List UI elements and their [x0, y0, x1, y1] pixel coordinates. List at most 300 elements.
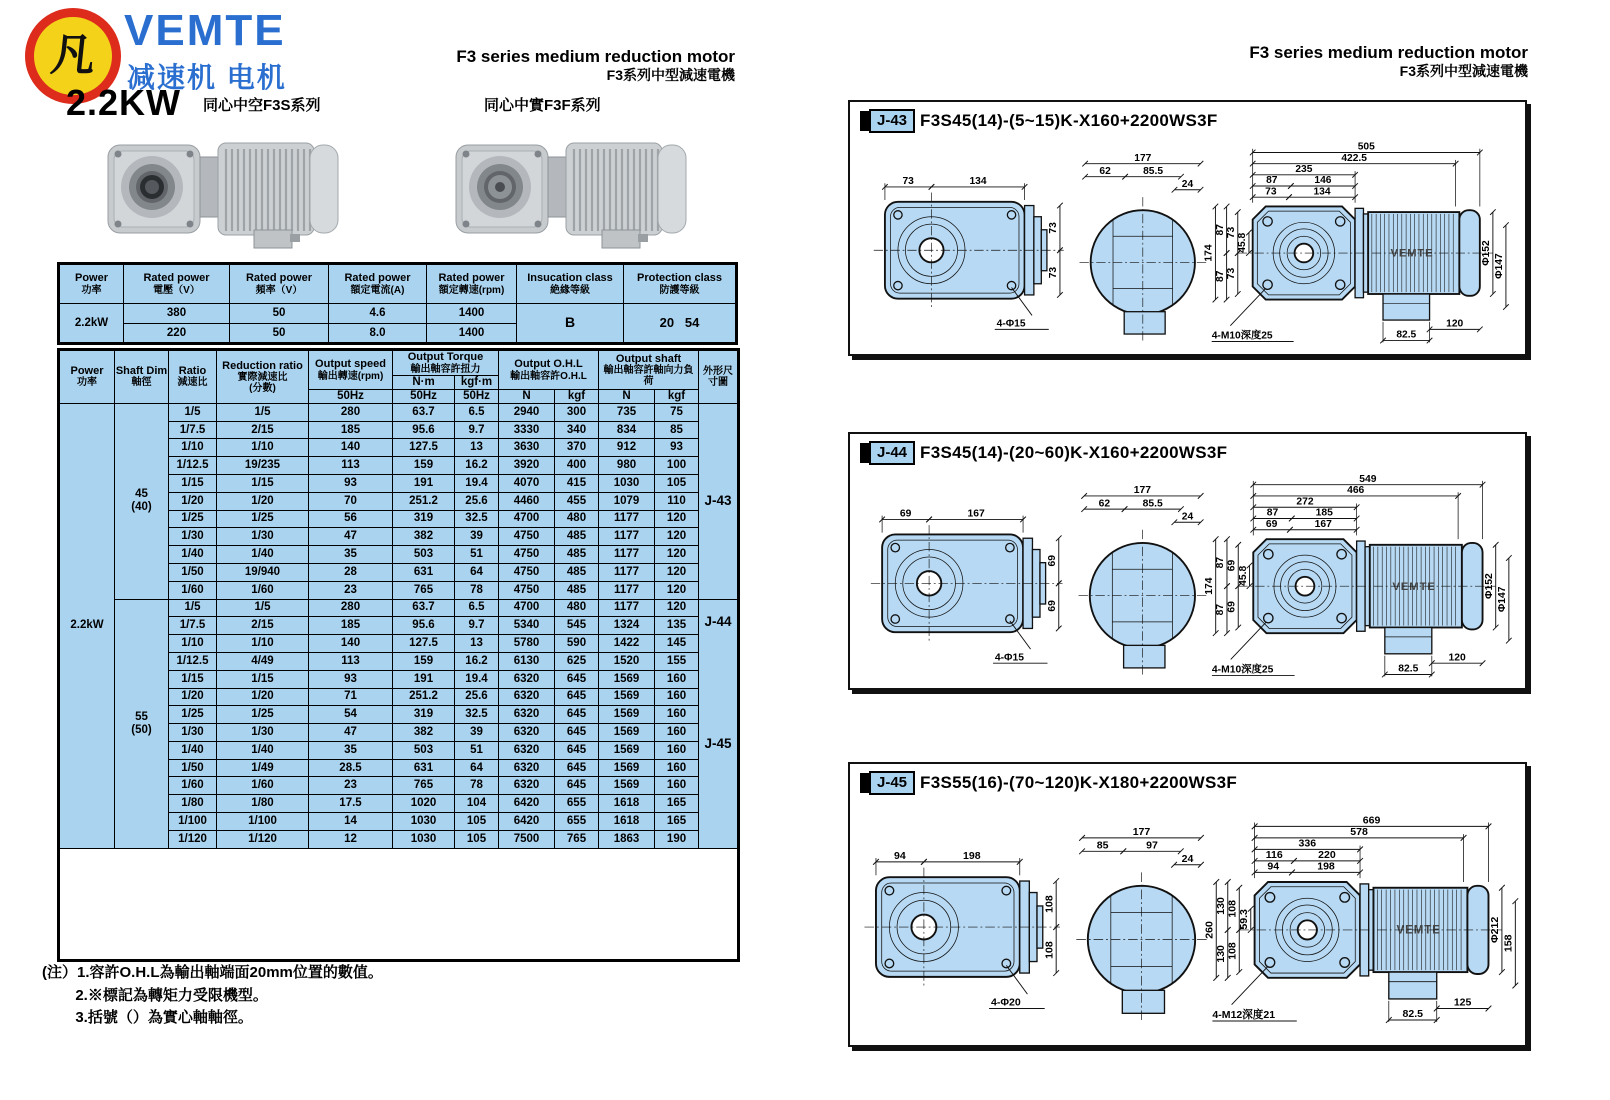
spec-cell: 4/49	[217, 652, 309, 670]
spec-cell: 1/12.5	[169, 457, 217, 475]
spec-cell: 1/20	[169, 688, 217, 706]
dimension-label: 45.8	[1237, 565, 1249, 586]
thread-spec-label: 4-M10深度25	[1211, 330, 1273, 342]
drawing-ref-cell	[699, 403, 739, 599]
motor-photo-graphic	[104, 135, 354, 250]
dimension-label: 87	[1266, 175, 1278, 187]
spec-cell: 1/5	[217, 403, 309, 421]
spec-cell: 160	[655, 670, 699, 688]
dimension-label: 73	[1048, 222, 1060, 234]
drawing-title-bar	[860, 771, 1237, 795]
spec-cell: 85	[655, 421, 699, 439]
dimension-label: 578	[1350, 826, 1368, 839]
spec-cell: 251.2	[393, 492, 455, 510]
spec-cell: 400	[555, 457, 599, 475]
spec-cell: 1520	[599, 652, 655, 670]
spec-cell: 1/30	[217, 724, 309, 742]
dimension-label: 116	[1265, 849, 1283, 862]
spec-cell: 165	[655, 795, 699, 813]
spec-cell: 159	[393, 457, 455, 475]
power-table-cell: 220	[124, 324, 230, 344]
dimension-label: 85.5	[1143, 165, 1164, 177]
spec-cell: 1177	[599, 546, 655, 564]
spec-cell: 120	[655, 510, 699, 528]
dimension-label: 45.8	[1237, 232, 1249, 253]
spec-cell: 140	[309, 635, 393, 653]
spec-cell: 912	[599, 439, 655, 457]
spec-cell: 13	[455, 635, 499, 653]
dimension-drawing-J-44	[848, 432, 1527, 690]
power-table-header: Rated power 額定轉速(rpm)	[427, 264, 517, 304]
spec-cell: 645	[555, 688, 599, 706]
spec-cell: 645	[555, 777, 599, 795]
spec-cell: 113	[309, 652, 393, 670]
spec-cell: 160	[655, 724, 699, 742]
spec-cell: 645	[555, 741, 599, 759]
spec-cell: 1/40	[217, 546, 309, 564]
spec-cell: 1030	[393, 813, 455, 831]
thread-spec-label: 4-M10深度25	[1211, 664, 1274, 676]
dimension-label: 73	[1226, 226, 1238, 239]
spec-cell: 1030	[393, 830, 455, 848]
spec-cell: 159	[393, 652, 455, 670]
spec-cell: 765	[555, 830, 599, 848]
spec-cell: 1/10	[169, 635, 217, 653]
power-table-cell: 50	[230, 304, 329, 324]
spec-cell: 1/100	[169, 813, 217, 831]
spec-cell: 1/50	[169, 563, 217, 581]
spec-cell: 9.7	[455, 617, 499, 635]
unit-kgf: kgf	[555, 389, 599, 403]
spec-cell: 113	[309, 457, 393, 475]
spec-cell: 104	[455, 795, 499, 813]
motor-watermark: VEMTE	[1390, 247, 1434, 260]
spec-cell: 834	[599, 421, 655, 439]
spec-cell: 1/40	[217, 741, 309, 759]
dimension-label: 69	[1265, 518, 1278, 530]
spec-cell: 5340	[499, 617, 555, 635]
hole-spec-label: 4-Φ15	[994, 652, 1025, 664]
dimension-label: 185	[1315, 507, 1333, 519]
dimension-label: 235	[1295, 164, 1313, 176]
spec-header-torque: Output Torque 輸出軸容許扭力	[393, 350, 499, 376]
spec-cell: 765	[393, 777, 455, 795]
title-square-icon	[860, 773, 869, 793]
spec-cell: 14	[309, 813, 393, 831]
spec-cell: 140	[309, 439, 393, 457]
spec-cell: 590	[555, 635, 599, 653]
spec-cell: 631	[393, 759, 455, 777]
dimension-label: 167	[1314, 518, 1332, 530]
dimension-label: 505	[1357, 141, 1375, 153]
unit-hz: 50Hz	[309, 389, 393, 403]
dimension-label: 94	[1267, 860, 1280, 873]
spec-cell: 3330	[499, 421, 555, 439]
spec-cell: 1422	[599, 635, 655, 653]
spec-cell: 105	[455, 830, 499, 848]
spec-cell: 64	[455, 563, 499, 581]
spec-cell: 51	[455, 546, 499, 564]
dimension-drawing-graphic	[852, 794, 1523, 1039]
drawing-ref-badge: J-43	[869, 109, 915, 133]
spec-cell: 78	[455, 581, 499, 599]
spec-cell: 120	[655, 599, 699, 617]
dimension-label: 108	[1226, 900, 1239, 918]
unit-n: N	[499, 389, 555, 403]
power-table-header: Rated power 額定電流(A)	[329, 264, 427, 304]
spec-cell: 1/20	[217, 492, 309, 510]
spec-cell: 2/15	[217, 421, 309, 439]
spec-cell: 9.7	[455, 421, 499, 439]
spec-cell: 1569	[599, 706, 655, 724]
spec-cell: 4750	[499, 546, 555, 564]
insulation-class: B	[517, 304, 624, 344]
dimension-label: 134	[969, 176, 987, 188]
dimension-label: 87	[1214, 270, 1226, 283]
spec-header-speed: Output speed 輸出轉速(rpm)	[309, 350, 393, 390]
dimension-label: 24	[1181, 852, 1194, 865]
spec-cell: 1/7.5	[169, 421, 217, 439]
spec-cell: 160	[655, 777, 699, 795]
logo-glyph: 凡	[48, 31, 98, 80]
spec-cell: 3920	[499, 457, 555, 475]
spec-cell: 95.6	[393, 421, 455, 439]
dimension-label: 82.5	[1402, 1008, 1424, 1021]
spec-cell: 35	[309, 546, 393, 564]
spec-cell: 1177	[599, 510, 655, 528]
dimension-label: 69	[1047, 600, 1059, 612]
dimension-label: 69	[1226, 559, 1238, 572]
spec-cell: 4700	[499, 599, 555, 617]
spec-cell: 1/30	[217, 528, 309, 546]
spec-cell: 645	[555, 759, 599, 777]
spec-cell: 63.7	[393, 599, 455, 617]
spec-cell: 1/60	[217, 777, 309, 795]
spec-cell: 1020	[393, 795, 455, 813]
dimension-label: 62	[1099, 165, 1111, 177]
dimension-label: 82.5	[1398, 663, 1419, 675]
spec-cell: 4070	[499, 474, 555, 492]
drawing-ref-badge: J-45	[869, 771, 915, 795]
spec-cell: 47	[309, 528, 393, 546]
dimension-label: 130	[1214, 945, 1227, 963]
spec-cell: 503	[393, 546, 455, 564]
dimension-label: 220	[1318, 849, 1336, 862]
spec-cell: 95.6	[393, 617, 455, 635]
drawing-model-title: F3S55(16)-(70~120)K-X180+2200WS3F	[920, 773, 1238, 792]
dimension-label: 87	[1214, 224, 1226, 236]
spec-cell: 6320	[499, 741, 555, 759]
spec-cell: 1618	[599, 795, 655, 813]
dimension-drawing-graphic	[852, 464, 1523, 682]
dimension-label: 73	[902, 176, 914, 188]
dimension-label: Φ152	[1481, 240, 1493, 266]
spec-cell: 6320	[499, 706, 555, 724]
spec-cell: 13	[455, 439, 499, 457]
dimension-label: 177	[1132, 826, 1151, 839]
spec-cell: 1/120	[217, 830, 309, 848]
spec-cell: 155	[655, 652, 699, 670]
dimension-label: 549	[1359, 473, 1377, 485]
footnote-line: 3.括號（）為實心軸軸徑。	[42, 1009, 253, 1026]
spec-cell: 23	[309, 581, 393, 599]
footnote-line: 2.※標記為轉矩力受限機型。	[42, 986, 268, 1004]
power-table-header: Rated power 電壓（V）	[124, 264, 230, 304]
spec-cell: 1079	[599, 492, 655, 510]
protection-class: 20 54	[624, 304, 737, 344]
dimension-label: 466	[1347, 485, 1365, 497]
spec-cell: 1569	[599, 670, 655, 688]
series-label-solid: 同心中實F3F系列	[484, 97, 601, 114]
dimension-label: 108	[1226, 942, 1239, 960]
spec-cell: 185	[309, 421, 393, 439]
spec-cell: 7500	[499, 830, 555, 848]
spec-cell: 1/60	[169, 777, 217, 795]
spec-cell: 110	[655, 492, 699, 510]
spec-cell: 19.4	[455, 670, 499, 688]
power-table-cell: 4.6	[329, 304, 427, 324]
spec-cell: 1324	[599, 617, 655, 635]
dimension-label: 174	[1203, 244, 1215, 262]
spec-cell: 1/10	[217, 635, 309, 653]
spec-header-power: Power 功率	[59, 350, 115, 404]
spec-cell: 1/15	[169, 670, 217, 688]
spec-cell: 415	[555, 474, 599, 492]
spec-cell: 485	[555, 563, 599, 581]
spec-cell: 1030	[599, 474, 655, 492]
spec-cell: 120	[655, 528, 699, 546]
dimension-label: 108	[1043, 941, 1056, 959]
spec-cell: 19/940	[217, 563, 309, 581]
spec-cell: 1177	[599, 599, 655, 617]
spec-cell: 1/100	[217, 813, 309, 831]
page-header-center	[456, 46, 735, 85]
spec-cell: 6320	[499, 670, 555, 688]
spec-cell: 63.7	[393, 403, 455, 421]
power-table-header: Rated power 頻率（V）	[230, 264, 329, 304]
spec-cell: 127.5	[393, 635, 455, 653]
spec-cell: 17.5	[309, 795, 393, 813]
spec-cell: 6.5	[455, 403, 499, 421]
spec-cell: 280	[309, 403, 393, 421]
header-title-zh: F3系列中型減速電機	[606, 67, 735, 84]
spec-cell: 625	[555, 652, 599, 670]
spec-cell: 645	[555, 670, 599, 688]
spec-cell: 1/30	[169, 528, 217, 546]
page-header-right	[1249, 42, 1528, 81]
spec-cell: 6320	[499, 759, 555, 777]
spec-cell: 4700	[499, 510, 555, 528]
drawing-ref-badge: J-44	[869, 441, 915, 465]
spec-cell: 6320	[499, 688, 555, 706]
spec-cell: 2/15	[217, 617, 309, 635]
spec-cell: 5780	[499, 635, 555, 653]
spec-cell: 56	[309, 510, 393, 528]
spec-cell: 1/15	[217, 670, 309, 688]
power-table-cell: 8.0	[329, 324, 427, 344]
spec-cell: 319	[393, 510, 455, 528]
dimension-label: 108	[1043, 895, 1056, 913]
spec-cell: 105	[655, 474, 699, 492]
spec-cell: 12	[309, 830, 393, 848]
spec-cell: 71	[309, 688, 393, 706]
dimension-label: Φ147	[1497, 586, 1509, 613]
spec-cell: 191	[393, 474, 455, 492]
dimension-drawing-J-45	[848, 762, 1527, 1047]
unit-hz: 50Hz	[455, 389, 499, 403]
dimension-label: Φ212	[1489, 916, 1502, 944]
spec-cell: 160	[655, 706, 699, 724]
spec-header-ratio: Ratio 減速比	[169, 350, 217, 404]
power-rating-title: 2.2KW	[66, 82, 182, 123]
spec-cell: 25.6	[455, 492, 499, 510]
drawing-title-bar	[860, 441, 1227, 465]
dimension-label: 69	[899, 508, 912, 520]
dimension-label: 24	[1181, 178, 1194, 190]
dimension-label: 73	[1265, 186, 1277, 198]
spec-cell: 93	[655, 439, 699, 457]
unit-n: N	[599, 389, 655, 403]
spec-cell: 1/25	[169, 510, 217, 528]
spec-cell: 64	[455, 759, 499, 777]
dimension-label: 177	[1134, 152, 1152, 164]
spec-cell: 6320	[499, 777, 555, 795]
spec-cell: 1177	[599, 581, 655, 599]
spec-cell: 340	[555, 421, 599, 439]
spec-cell: 6420	[499, 795, 555, 813]
power-table-cell: 1400	[427, 304, 517, 324]
series-label-hollow: 同心中空F3S系列	[203, 97, 321, 114]
spec-cell: 6320	[499, 724, 555, 742]
spec-cell: 1569	[599, 777, 655, 795]
spec-cell: 25.6	[455, 688, 499, 706]
dimension-label: 87	[1266, 507, 1279, 519]
power-value: 2.2kW	[59, 304, 124, 344]
drawing-title-bar	[860, 109, 1218, 133]
dimension-label: 69	[1226, 601, 1238, 613]
spec-header-reduction: Reduction ratio 實際減速比 (分數)	[217, 350, 309, 404]
spec-cell: 185	[309, 617, 393, 635]
spec-header-shaft: Shaft Dim 軸徑	[115, 350, 169, 404]
header-title-en: F3 series medium reduction motor	[456, 47, 735, 66]
spec-cell: 1/7.5	[169, 617, 217, 635]
hole-spec-label: 4-Φ20	[990, 996, 1021, 1009]
spec-cell: 980	[599, 457, 655, 475]
spec-cell: 135	[655, 617, 699, 635]
drawing-ref: J-43	[704, 493, 732, 509]
drawing-ref-cell	[699, 599, 739, 848]
spec-cell: 4750	[499, 528, 555, 546]
spec-cell: 455	[555, 492, 599, 510]
dimension-label: 94	[894, 849, 906, 862]
spec-cell: 1177	[599, 528, 655, 546]
spec-header-ohl: Output O.H.L 輸出軸容許O.H.L	[499, 350, 599, 390]
spec-cell: 1/60	[217, 581, 309, 599]
spec-cell: 190	[655, 830, 699, 848]
spec-cell: 23	[309, 777, 393, 795]
dimension-label: 669	[1362, 814, 1381, 827]
spec-cell: 480	[555, 510, 599, 528]
spec-cell: 319	[393, 706, 455, 724]
spec-cell: 3630	[499, 439, 555, 457]
brand-name: VEMTE	[124, 6, 286, 55]
spec-cell: 39	[455, 528, 499, 546]
header-title-en: F3 series medium reduction motor	[1249, 43, 1528, 62]
spec-cell: 382	[393, 528, 455, 546]
power-table-header: Power 功率	[59, 264, 124, 304]
spec-cell: 51	[455, 741, 499, 759]
spec-cell: 1/5	[169, 403, 217, 421]
spec-cell: 1569	[599, 688, 655, 706]
dimension-label: 73	[1048, 266, 1060, 279]
spec-cell: 4460	[499, 492, 555, 510]
dimension-label: 62	[1098, 498, 1111, 510]
spec-cell: 120	[655, 546, 699, 564]
drawing-ref: J-44	[704, 614, 732, 630]
dimension-label: 73	[1226, 267, 1238, 280]
dimension-label: 59.3	[1237, 909, 1250, 930]
motor-watermark: VEMTE	[1396, 924, 1441, 937]
power-value: 2.2kW	[59, 403, 115, 848]
motor-watermark: VEMTE	[1392, 580, 1436, 593]
spec-cell: 191	[393, 670, 455, 688]
power-table	[57, 262, 738, 345]
spec-cell: 120	[655, 563, 699, 581]
spec-cell: 485	[555, 546, 599, 564]
spec-cell: 1/20	[217, 688, 309, 706]
dimension-label: 120	[1446, 318, 1464, 330]
shaft-dim: 45 (40)	[115, 403, 169, 599]
drawing-model-title: F3S45(14)-(5~15)K-X160+2200WS3F	[920, 111, 1218, 130]
spec-cell: 1863	[599, 830, 655, 848]
dimension-label: 158	[1502, 934, 1515, 953]
spec-cell: 28	[309, 563, 393, 581]
spec-cell: 6.5	[455, 599, 499, 617]
brand-subtitle: 减速机 电机	[127, 62, 287, 93]
dimension-label: 336	[1298, 837, 1317, 850]
spec-cell: 1/30	[169, 724, 217, 742]
spec-cell: 485	[555, 581, 599, 599]
dimension-label: 130	[1214, 897, 1227, 915]
spec-cell: 165	[655, 813, 699, 831]
spec-cell: 655	[555, 795, 599, 813]
spec-cell: 28.5	[309, 759, 393, 777]
spec-cell: 503	[393, 741, 455, 759]
spec-cell: 39	[455, 724, 499, 742]
dimension-label: 198	[963, 849, 981, 862]
dimension-label: Φ147	[1494, 253, 1506, 279]
dimension-label: 272	[1296, 496, 1314, 508]
dimension-label: 177	[1133, 485, 1152, 497]
spec-table-empty-area	[59, 848, 739, 960]
spec-cell: 645	[555, 724, 599, 742]
dimension-label: 120	[1448, 652, 1466, 664]
spec-cell: 1/10	[169, 439, 217, 457]
spec-cell: 78	[455, 777, 499, 795]
spec-cell: 160	[655, 688, 699, 706]
spec-cell: 47	[309, 724, 393, 742]
unit-nm: N·m	[393, 376, 455, 390]
power-table-cell: 1400	[427, 324, 517, 344]
spec-cell: 105	[455, 813, 499, 831]
spec-cell: 160	[655, 741, 699, 759]
power-table-cell: 380	[124, 304, 230, 324]
spec-cell: 480	[555, 599, 599, 617]
spec-cell: 1/49	[217, 759, 309, 777]
spec-cell: 19/235	[217, 457, 309, 475]
spec-row	[59, 599, 739, 617]
spec-cell: 160	[655, 759, 699, 777]
